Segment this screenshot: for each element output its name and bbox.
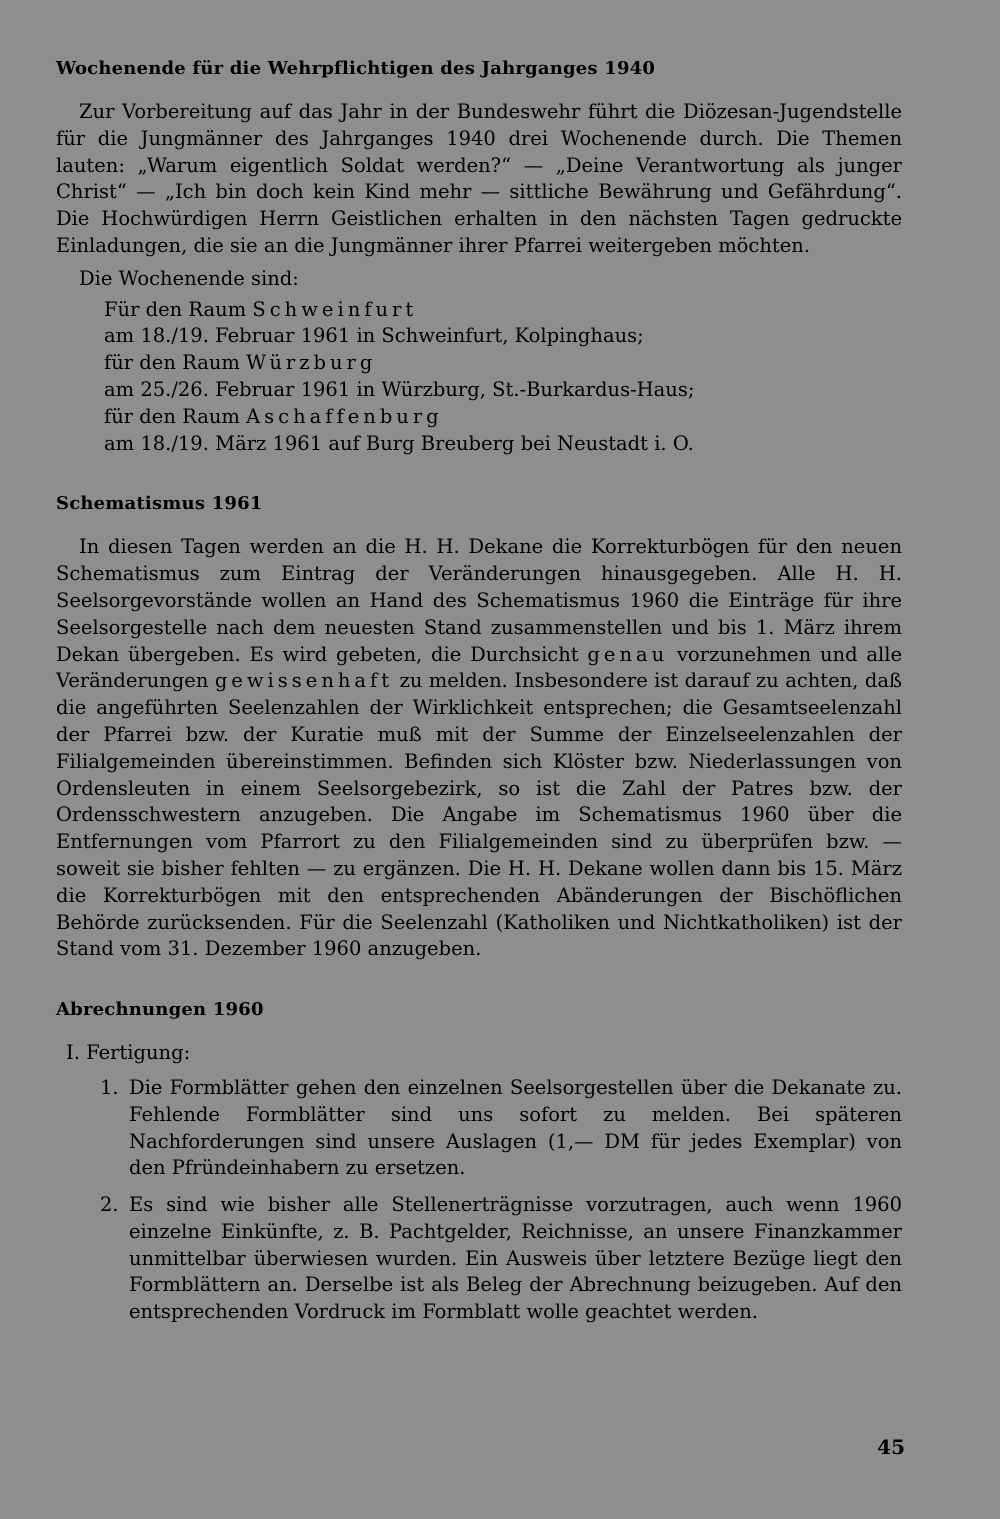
item-number: 1. xyxy=(100,1075,119,1099)
section-schematismus xyxy=(56,493,902,963)
page-number: 45 xyxy=(877,1435,905,1459)
emphasis-text: gewissenhaft xyxy=(214,669,394,693)
emphasis-text: genau xyxy=(587,642,669,666)
event-place-line: Für den Raum Schweinfurt xyxy=(104,297,418,321)
subheading: I. Fertigung: xyxy=(66,1041,191,1065)
numbered-item xyxy=(56,1075,902,1182)
section-paragraph: Zur Vorbereitung auf das Jahr in der Bundeswehr führt die Diözesan-Jugendstelle für die Jungmänner des Jahrganges 1940 drei Wochenende durch. Die Themen lauten: „Warum eigentlich Soldat werden?“ — „Deine Verantwortung als junger Christ“ — „Ich bin doch kein Kind mehr — sittliche Bewährung und Gefährdung“. Die Hochwürdigen Herrn Geistlichen erhalten in den nächsten Tagen gedruckte Einladungen, die sie an die Jungmänner ihrer Pfarrei weitergeben möchten. xyxy=(56,100,902,257)
event-place: Würzburg xyxy=(246,351,377,375)
item-text: Es sind wie bisher alle Stellenerträgnisse vorzutragen, auch wenn 1960 einzelne Einkünfte, z. B. Pachtgelder, Reichnisse, an unsere Finanzkammer unmittelbar überwiesen wurden. Ein Ausweis über letztere Bezüge liegt den Formblättern an. Derselbe ist als Beleg der Abrechnung beizugeben. Auf den entsprechenden Vordruck im Formblatt wolle geachtet werden. xyxy=(129,1193,902,1324)
section-paragraph: In diesen Tagen werden an die H. H. Dekane die Korrekturbögen für den neuen Schematismus zum Eintrag der Veränderungen hinausgegeben. Alle H. H. Seelsorgevorstände wollen an Hand des Schematismus 1960 die Einträge für ihre Seelsorgestelle nach dem neuesten Stand zusammenstellen und bis 1. März ihrem Dekan übergeben. Es wird gebeten, die Durchsicht genau vorzunehmen und alle Veränderungen gewissenhaft zu melden. Insbesondere ist darauf zu achten, daß die angeführten Seelenzahlen der Wirklichkeit entsprechen; die Gesamtseelenzahl der Pfarrei bzw. der Kuratie muß mit der Summe der Einzelseelenzahlen der Filialgemeinden übereinstimmen. Befinden sich Klöster bzw. Niederlassungen von Ordensleuten in einem Seelsorgebezirk, so ist die Zahl der Patres bzw. der Ordensschwestern anzugeben. Die Angabe im Schematismus 1960 über die Entfernungen vom Pfarrort zu den Filialgemeinden sind zu überprüfen bzw. — soweit sie bisher fehlten — zu ergänzen. Die H. H. Dekane wollen dann bis 15. März die Korrekturbögen mit den entsprechenden Abänderungen der Bischöflichen Behörde zurücksenden. Für die Seelenzahl (Katholiken und Nichtkatholiken) ist der Stand vom 31. Dezember 1960 anzugeben. xyxy=(56,535,902,961)
event-list xyxy=(56,266,902,458)
event-detail: am 18./19. Februar 1961 in Schweinfurt, Kolpinghaus; xyxy=(104,324,644,348)
event-place-line: für den Raum Würzburg xyxy=(104,351,377,375)
event-place-line: für den Raum Aschaffenburg xyxy=(104,404,443,428)
event-place: Aschaffenburg xyxy=(246,404,443,428)
item-number: 2. xyxy=(100,1193,119,1217)
section-abrechnungen xyxy=(56,999,902,1326)
numbered-item xyxy=(56,1192,902,1326)
event-detail: am 25./26. Februar 1961 in Würzburg, St.-Burkardus-Haus; xyxy=(104,377,695,401)
document-page xyxy=(56,58,902,1326)
event-place: Schweinfurt xyxy=(252,297,418,321)
event-detail: am 18./19. März 1961 auf Burg Breuberg bei Neustadt i. O. xyxy=(104,431,694,455)
item-text: Die Formblätter gehen den einzelnen Seelsorgestellen über die Dekanate zu. Fehlende Formblätter sind uns sofort zu melden. Bei späteren Nachforderungen sind unsere Auslagen (1,— DM für jedes Exemplar) von den Pfründeinhabern zu ersetzen. xyxy=(129,1075,902,1180)
event-list-intro: Die Wochenende sind: xyxy=(79,266,299,290)
section-heading: Wochenende für die Wehrpflichtigen des Jahrganges 1940 xyxy=(56,58,656,79)
section-wehrpflichtige xyxy=(56,58,902,457)
section-heading: Schematismus 1961 xyxy=(56,493,263,515)
section-heading: Abrechnungen 1960 xyxy=(56,999,264,1021)
